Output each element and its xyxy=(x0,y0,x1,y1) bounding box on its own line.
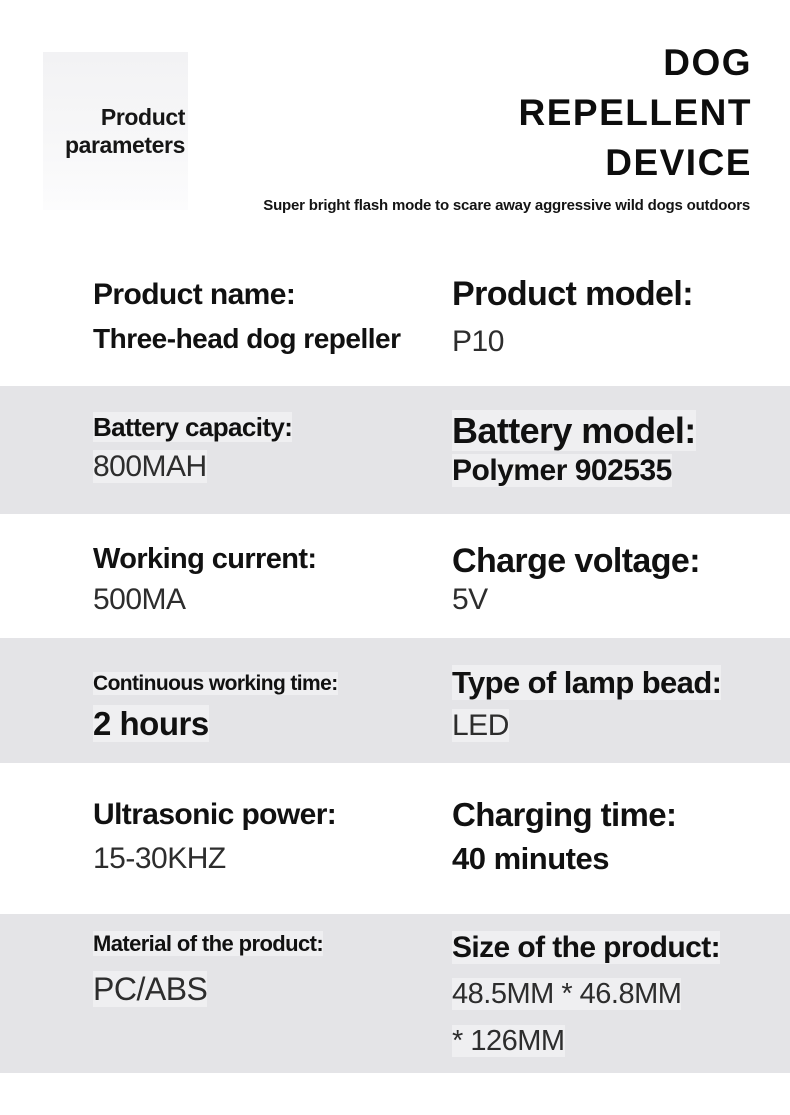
spec-row-worktime-lamp xyxy=(0,638,790,763)
spec-cell-battery-capacity xyxy=(93,386,445,485)
spec-value: 2 hours xyxy=(93,705,209,742)
product-parameters-badge xyxy=(43,52,188,210)
badge-line-1: Product xyxy=(100,104,185,130)
title-line-1: DOG xyxy=(663,42,752,83)
title-line-2: REPELLENT xyxy=(518,92,752,133)
spec-row-power-charging xyxy=(0,763,790,914)
spec-label: Charging time: xyxy=(452,796,677,833)
spec-cell-working-current xyxy=(93,514,445,618)
spec-label: Product model: xyxy=(452,275,693,313)
spec-label: Battery capacity: xyxy=(93,412,293,442)
spec-value: LED xyxy=(452,709,509,742)
spec-label: Battery model: xyxy=(452,410,696,451)
spec-cell-working-time xyxy=(93,638,445,744)
spec-cell-charging-time xyxy=(452,763,772,877)
spec-cell-material xyxy=(93,914,445,1009)
spec-label: Type of lamp bead: xyxy=(452,665,722,700)
spec-cell-size xyxy=(452,914,772,1065)
spec-cell-battery-model xyxy=(452,386,772,489)
spec-cell-product-name xyxy=(93,230,445,356)
spec-label: Continuous working time: xyxy=(93,672,338,695)
spec-value: 500MA xyxy=(93,583,186,616)
spec-cell-product-model xyxy=(452,230,772,359)
badge-line-2: parameters xyxy=(64,132,185,158)
spec-value: 15-30KHZ xyxy=(93,842,226,875)
spec-row-material-size xyxy=(0,914,790,1073)
title-line-3: DEVICE xyxy=(605,142,752,183)
spec-label: Ultrasonic power: xyxy=(93,798,337,831)
spec-cell-charge-voltage xyxy=(452,514,772,618)
spec-value: Polymer 902535 xyxy=(452,454,672,487)
spec-row-product xyxy=(0,230,790,386)
spec-row-battery xyxy=(0,386,790,514)
spec-value: 40 minutes xyxy=(452,841,609,876)
spec-row-current-voltage xyxy=(0,514,790,638)
spec-value: 5V xyxy=(452,583,488,616)
spec-value: P10 xyxy=(452,325,504,358)
spec-cell-ultrasonic-power xyxy=(93,763,445,877)
page-title xyxy=(519,38,752,188)
spec-label: Product name: xyxy=(93,278,296,311)
spec-value: PC/ABS xyxy=(93,971,208,1007)
spec-value: Three-head dog repeller xyxy=(93,323,401,354)
badge-text xyxy=(65,103,188,159)
spec-label: Charge voltage: xyxy=(452,542,700,580)
tagline: Super bright flash mode to scare away aggressive wild dogs outdoors xyxy=(263,197,750,214)
spec-value: 800MAH xyxy=(93,450,207,483)
spec-label: Material of the product: xyxy=(93,931,324,956)
spec-label: Size of the product: xyxy=(452,931,720,964)
spec-value: 48.5MM * 46.8MM * 126MM xyxy=(452,978,682,1057)
spec-cell-lamp-bead-type xyxy=(452,638,772,744)
spec-label: Working current: xyxy=(93,543,317,575)
